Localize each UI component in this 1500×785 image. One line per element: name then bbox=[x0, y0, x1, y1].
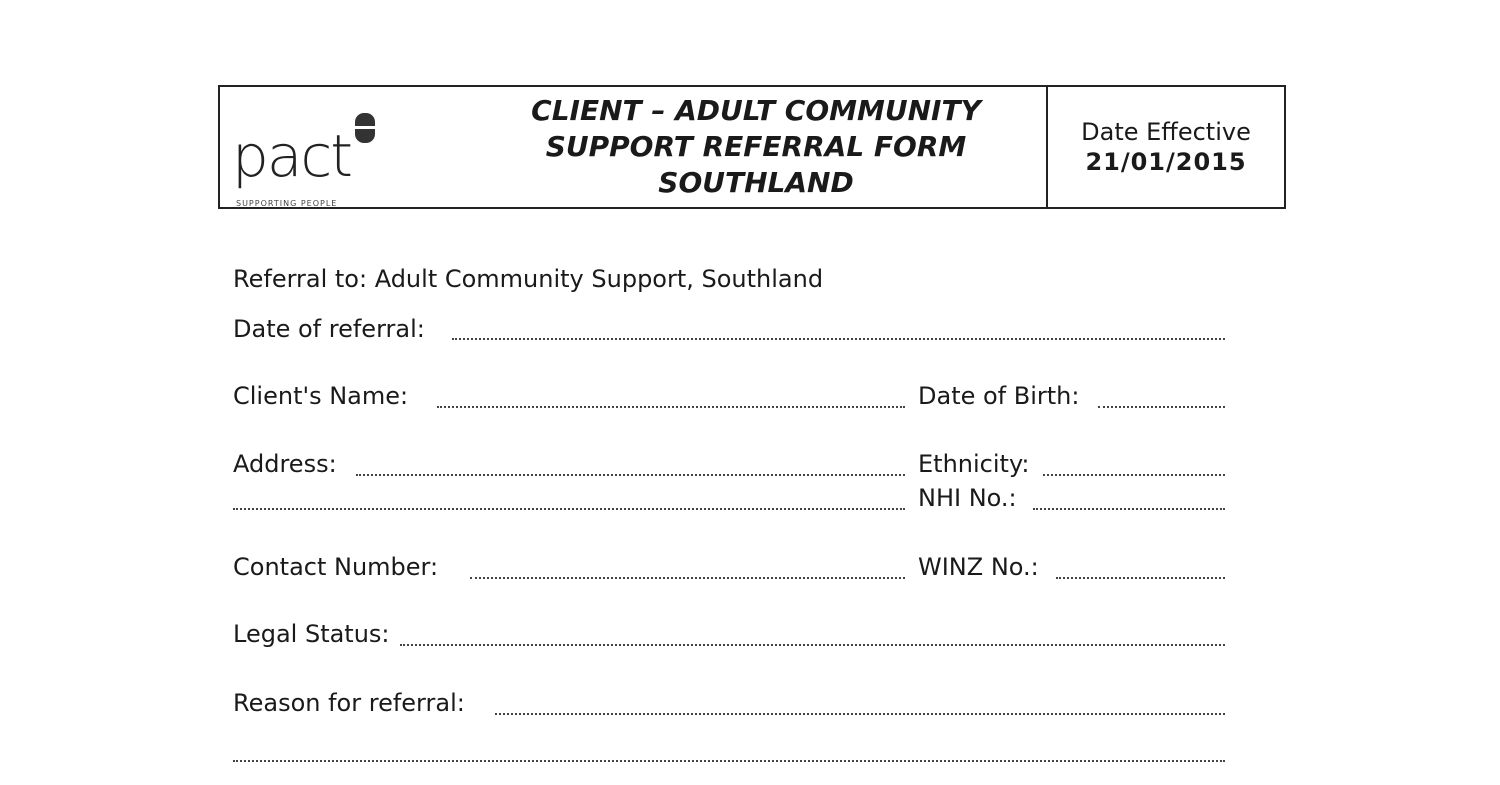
pact-logo bbox=[220, 87, 466, 207]
contact-number-field[interactable] bbox=[470, 577, 905, 579]
logo-mark-icon bbox=[355, 113, 375, 143]
address-field-line-2[interactable] bbox=[233, 508, 905, 510]
winz-no-label: WINZ No.: bbox=[918, 553, 1039, 581]
ethnicity-field[interactable] bbox=[1043, 474, 1225, 476]
nhi-no-label: NHI No.: bbox=[918, 484, 1017, 512]
date-of-referral-label: Date of referral: bbox=[233, 315, 425, 343]
date-effective-value: 21/01/2015 bbox=[1085, 148, 1247, 176]
winz-no-field[interactable] bbox=[1056, 577, 1225, 579]
title-line: SUPPORT REFERRAL FORM bbox=[545, 130, 967, 163]
legal-status-label: Legal Status: bbox=[233, 620, 390, 648]
referral-to-text: Referral to: Adult Community Support, Southland bbox=[233, 265, 824, 293]
reason-for-referral-field-line-2[interactable] bbox=[233, 760, 1225, 762]
client-name-label: Client's Name: bbox=[233, 382, 409, 410]
date-of-birth-field[interactable] bbox=[1098, 406, 1225, 408]
client-name-field[interactable] bbox=[437, 406, 905, 408]
logo-tagline: SUPPORTING PEOPLE bbox=[236, 199, 338, 208]
address-field-line-1[interactable] bbox=[356, 474, 905, 476]
date-effective bbox=[1048, 87, 1284, 207]
date-of-referral-field[interactable] bbox=[452, 338, 1225, 340]
form-header bbox=[218, 85, 1286, 209]
form-title bbox=[466, 87, 1048, 207]
reason-for-referral-label: Reason for referral: bbox=[233, 689, 465, 717]
date-effective-label: Date Effective bbox=[1081, 118, 1251, 146]
title-line: CLIENT – ADULT COMMUNITY bbox=[531, 94, 981, 127]
title-line: SOUTHLAND bbox=[658, 166, 854, 199]
logo-wordmark: pact bbox=[232, 122, 351, 190]
contact-number-label: Contact Number: bbox=[233, 553, 439, 581]
address-label: Address: bbox=[233, 450, 337, 478]
ethnicity-label: Ethnicity: bbox=[918, 450, 1030, 478]
reason-for-referral-field-line-1[interactable] bbox=[495, 713, 1225, 715]
nhi-no-field[interactable] bbox=[1033, 508, 1225, 510]
legal-status-field[interactable] bbox=[400, 644, 1225, 646]
date-of-birth-label: Date of Birth: bbox=[918, 382, 1080, 410]
